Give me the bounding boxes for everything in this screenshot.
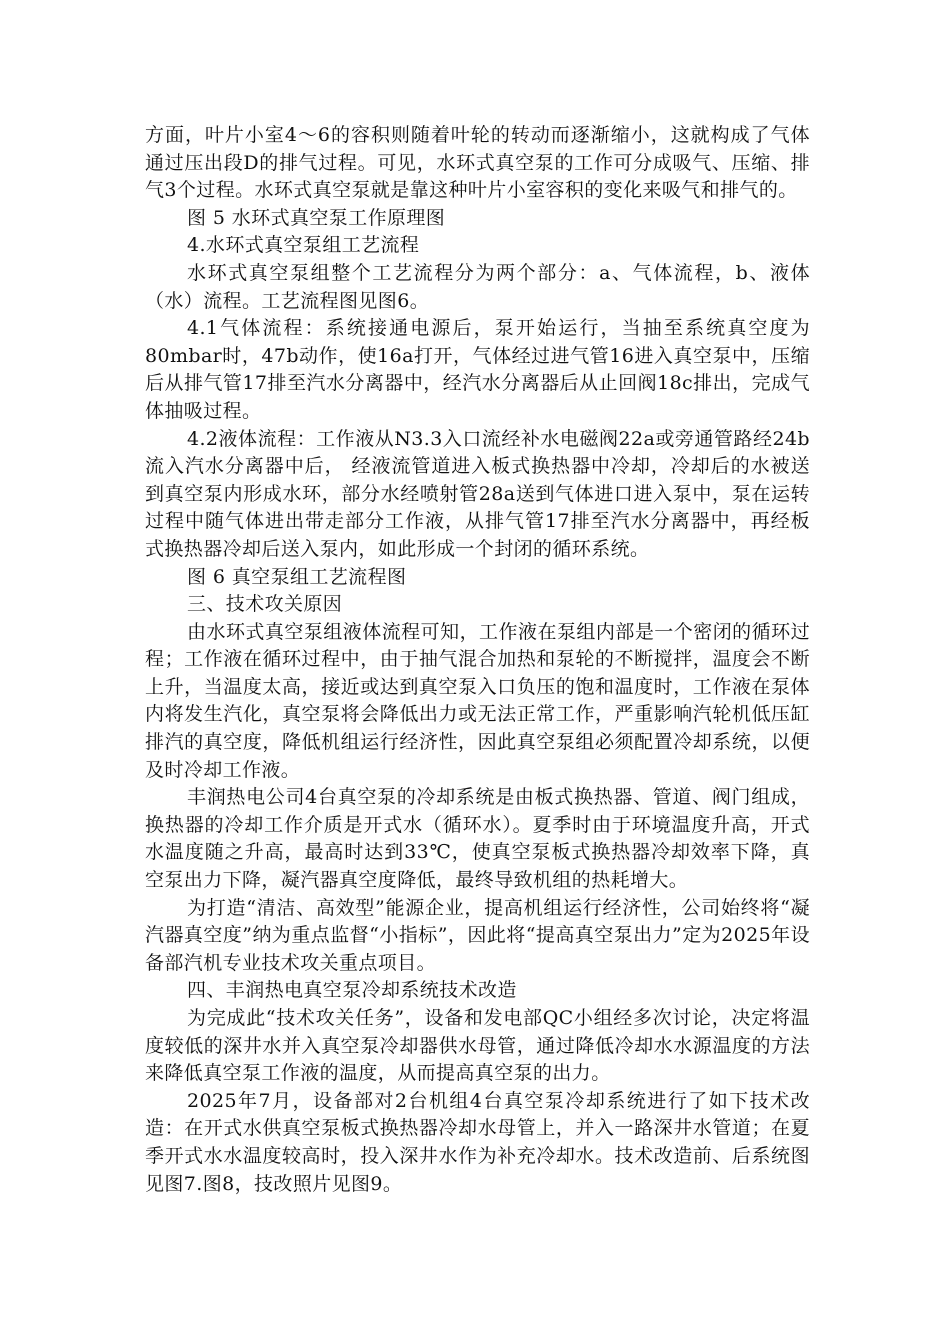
paragraph-gas-flow: 4.1气体流程：系统接通电源后，泵开始运行，当抽至系统真空度为80mbar时，47b动作，使16a打开，气体经过进气管16进入真空泵中，压缩后从排气管17排至汽水分离器中，经汽水分离器后从止回阀18c排出，完成气体抽吸过程。: [145, 317, 810, 422]
document-body: [145, 122, 810, 1198]
paragraph-pump-exhaust: 方面，叶片小室4～6的容积则随着叶轮的转动而逐渐缩小，这就构成了气体通过压出段D的排气过程。可见，水环式真空泵的工作可分成吸气、压缩、排气3个过程。水环式真空泵就是靠这种叶片小室容积的变化来吸气和排气的。: [145, 124, 810, 202]
figure-5-caption: 图 5 水环式真空泵工作原理图: [187, 206, 446, 229]
paragraph-process-overview: 水环式真空泵组整个工艺流程分为两个部分：a、气体流程，b、液体（水）流程。工艺流程图见图6。: [145, 261, 810, 312]
paragraph-retrofit-details: 2025年7月，设备部对2台机组4台真空泵冷却系统进行了如下技术改造：在开式水供真空泵板式换热器冷却水母管上，并入一路深井水管道；在夏季开式水水温度较高时，投入深井水作为补充冷却水。技术改造前、后系统图见图7.图8，技改照片见图9。: [145, 1089, 810, 1195]
paragraph-qc-decision: 为完成此“技术攻关任务”，设备和发电部QC小组经多次讨论，决定将温度较低的深井水并入真空泵冷却器供水母管，通过降低冷却水水源温度的方法来降低真空泵工作液的温度，从而提高真空泵的出力。: [145, 1007, 810, 1085]
paragraph-liquid-flow: 4.2液体流程：工作液从N3.3入口流经补水电磁阀22a或旁通管路经24b流入汽水分离器中后， 经液流管道进入板式换热器中冷却，冷却后的水被送到真空泵内形成水环，部分水经喷射管28a送到气体进口进入泵中，泵在运转过程中随气体进出带走部分工作液，从排气管17排至汽水分离器中，再经板式换热器冷却后送入泵内，如此形成一个封闭的循环系统。: [145, 427, 810, 560]
paragraph-cooling-system: 丰润热电公司4台真空泵的冷却系统是由板式换热器、管道、阀门组成，换热器的冷却工作介质是开式水（循环水）。夏季时由于环境温度升高，开式水温度随之升高，最高时达到33℃，使真空泵板式换热器冷却效率下降，真空泵出力下降，凝汽器真空度降低，最终导致机组的热耗增大。: [145, 786, 810, 892]
section-heading-process-flow: 4.水环式真空泵组工艺流程: [187, 234, 420, 257]
section-heading-reasons: 三、技术攻关原因: [187, 593, 343, 616]
section-heading-retrofit: 四、丰润热电真空泵冷却系统技术改造: [187, 979, 517, 1002]
paragraph-reasons: 由水环式真空泵组液体流程可知，工作液在泵组内部是一个密闭的循环过程；工作液在循环过程中，由于抽气混合加热和泵轮的不断搅拌，温度会不断上升，当温度太高，接近或达到真空泵入口负压的饱和温度时，工作液在泵体内将发生汽化，真空泵将会降低出力或无法正常工作，严重影响汽轮机低压缸排汽的真空度，降低机组运行经济性，因此真空泵组必须配置冷却系统，以便及时冷却工作液。: [145, 620, 810, 781]
figure-6-caption: 图 6 真空泵组工艺流程图: [187, 565, 407, 588]
paragraph-project-goal: 为打造“清洁、高效型”能源企业，提高机组运行经济性，公司始终将“凝汽器真空度”纳为重点监督“小指标”，因此将“提高真空泵出力”定为2025年设备部汽机专业技术攻关重点项目。: [145, 896, 810, 974]
